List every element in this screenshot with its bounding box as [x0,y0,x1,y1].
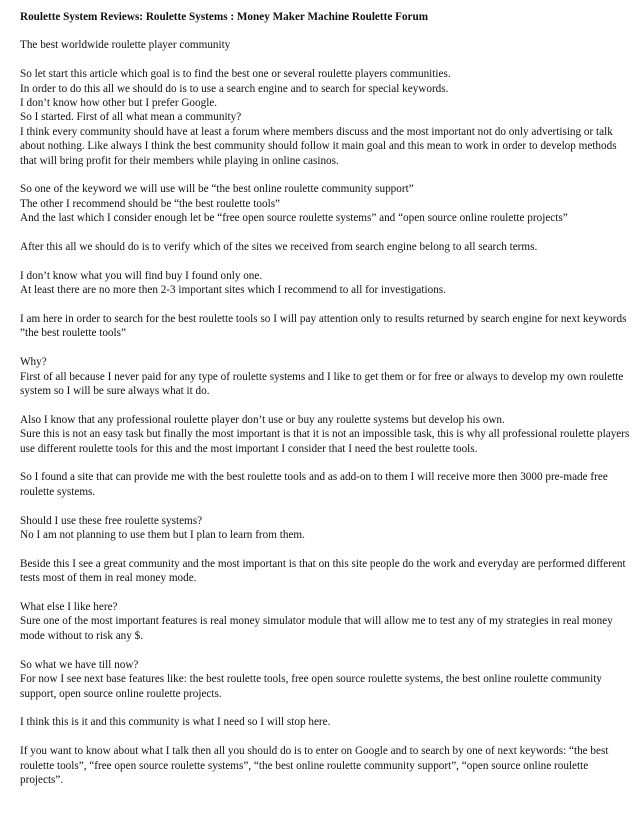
text-line: So let start this article which goal is to find the best one or several roulette players communities. [20,68,451,81]
text-line: So one of the keyword we will use will be “the best online roulette community support” [20,183,414,196]
document-body [20,38,630,787]
paragraph [20,269,630,298]
paragraph [20,744,630,787]
text-line: So I started. First of all what mean a community? [20,111,242,124]
paragraph [20,600,630,643]
paragraph [20,240,630,254]
text-line: First of all because I never paid for any type of roulette systems and I like to get them or for free or always to develop my own roulette system so I will be sure always what it do. [20,370,624,398]
paragraph [20,658,630,701]
paragraph [20,470,630,499]
paragraph [20,715,630,729]
document-title: Roulette System Reviews: Roulette Systems : Money Maker Machine Roulette Forum [20,11,429,23]
text-line: I think every community should have at least a forum where members discuss and the most important not do only advertising or talk about nothing. Like always I think the best community should follow it main goal and this mean to work in order to develop methods that will bring profit for their members while playing in online casinos. [20,125,617,167]
text-line: No I am not planning to use them but I plan to learn from them. [20,529,305,542]
text-line: And the last which I consider enough let be “free open source roulette systems” and “open source online roulette projects” [20,212,568,225]
text-line: Sure this is not an easy task but finally the most important is that it is not an impossible task, this is why all professional roulette players use different roulette tools for this and the most important I consider that I need the best roulette tools. [20,428,630,455]
text-line: After this all we should do is to verify which of the sites we received from search engine belong to all search terms. [20,241,538,254]
text-line: Also I know that any professional roulette player don’t use or buy any roulette systems but develop his own. [20,413,505,426]
paragraph [20,182,630,225]
paragraph [20,557,630,586]
text-line: In order to do this all we should do is to use a search engine and to search for special keywords. [20,82,449,95]
text-line: Sure one of the most important features is real money simulator module that will allow me to test any of my strategies in real money mode without to risk any $. [20,615,613,642]
paragraph [20,355,630,398]
text-line: The best worldwide roulette player community [20,39,231,52]
text-line: I think this is it and this community is what I need so I will stop here. [20,716,331,729]
paragraph [20,312,630,341]
text-line: The other I recommend should be “the best roulette tools” [20,197,281,210]
paragraph [20,38,630,52]
text-line: So I found a site that can provide me with the best roulette tools and as add-on to them I will receive more then 3000 pre-made free roulette systems. [20,471,608,498]
text-line: If you want to know about what I talk then all you should do is to enter on Google and to search by one of next keywords: “the best roulette tools”, “free open source roulette systems”, “the best online roulette community support”, “open source online roulette projects”. [20,745,609,786]
text-line: For now I see next base features like: the best roulette tools, free open source roulette systems, the best online roulette community support, open source online roulette projects. [20,673,602,700]
text-line: So what we have till now? [20,658,139,671]
paragraph [20,67,630,168]
text-line: I am here in order to search for the best roulette tools so I will pay attention only to results returned by search engine for next keywords ”the best roulette tools” [20,313,627,340]
text-line: I don’t know how other but I prefer Google. [20,97,218,110]
text-line: I don’t know what you will find buy I found only one. [20,269,263,282]
text-line: Should I use these free roulette systems? [20,514,203,527]
text-line: Why? [20,356,47,369]
text-line: What else I like here? [20,601,118,614]
text-line: Beside this I see a great community and the most important is that on this site people do the work and everyday are performed different tests most of them in real money mode. [20,557,626,585]
text-line: At least there are no more then 2-3 important sites which I recommend to all for investigations. [20,284,446,297]
paragraph [20,413,630,456]
paragraph [20,514,630,543]
document-page [20,10,630,802]
